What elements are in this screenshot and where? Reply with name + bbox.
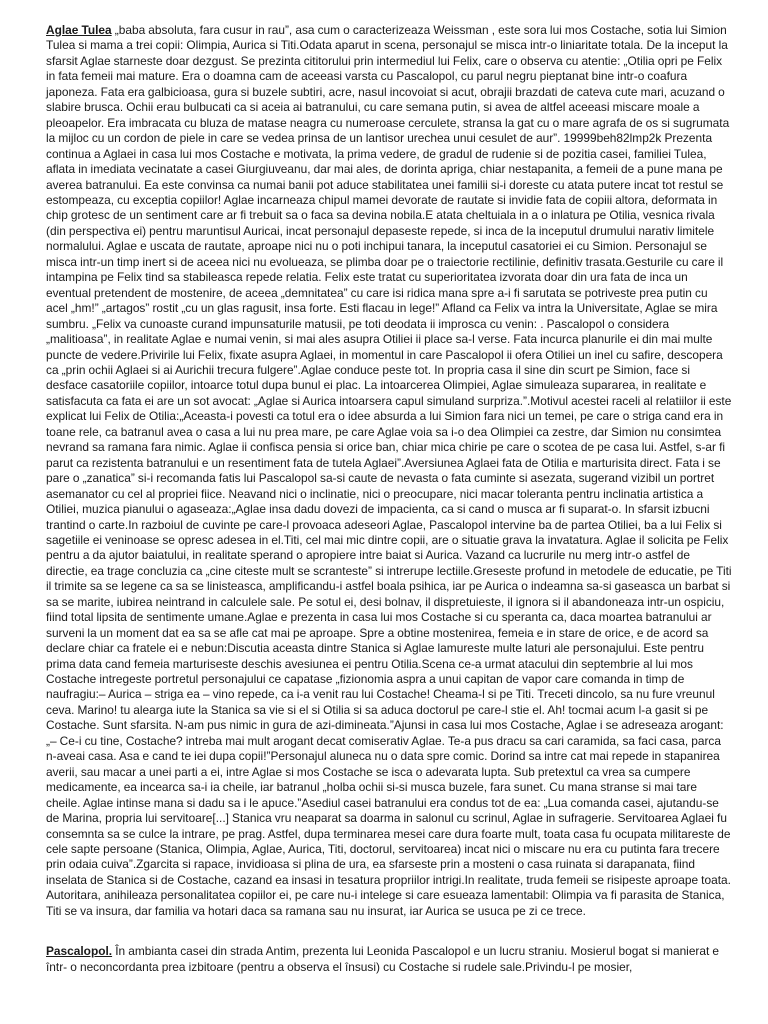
section-body-aglae-tulea: „baba absoluta, fara cusur in rau”, asa cum o caracterizeaza Weissman , este sora lui mos Costache, sotia lui Simion Tulea si mama a trei copii: Olimpia, Aurica si Titi.Odata aparut in scena, personajul se misca intr-o liniaritate totala. De la inceput la sfarsit Aglae starneste doar dezgust. Se prezinta cititorului prin intermediul lui Felix, care o observa cu atentie: „Otilia opri pe Felix in fata femeii mai mature. Era o doamna cam de aceeasi varsta cu Pascalopol, cu parul negru pieptanat bine intr-o coafura japoneza. Fata era galbicioasa, gura si buzele subtiri, acre, nasul incovoiat si acut, obrajii brazdati de cateva cute mari, acuzand o slabire brusca. Ochii erau bulbucati ca si aceia ai batranului, cu care semana putin, si avea de altfel aceeasi miscare moale a pleoapelor. Era imbracata cu bluza de matase neagra cu numeroase cerculete, stransa la gat cu o mare agrafa de os si sugrumata la mijloc cu un cordon de piele in care se vedea prinsa de un lantisor urechea unui cesulet de aur”. 19999beh82lmp2k Prezenta continua a Aglaei in casa lui mos Costache e motivata, la prima vedere, de gradul de rudenie si de pozitia casei, familiei Tulea, aflata in imediata vecinatate a casei Giurgiuveanu, dar mai ales, de dorinta apriga, chiar nestapanita, a femeii de a pune mana pe averea batranului. Ea este convinsa ca numai banii pot aduce stabilitatea unei familii si-i doreste cu atata putere incat tot restul se estompeaza, cu exceptia copiilor! Aglae incarneaza chipul mamei devorate de rautate si invidie fata de copiii altora, deformata in chip grotesc de un sentiment care ar fi trebuit sa o faca sa devina nobila.E atata cheltuiala in a o inlatura pe Otilia, vesnica rivala (din perspectiva ei) pentru maruntisul Auricai, incat personajul depaseste repede, si inca de la inceputul drumului narativ limitele normalului. Aglae e uscata de rautate, aproape nici nu o poti inchipui tanara, la inceputul casatoriei ei cu Simion. Personajul se misca intr-un timp inert si de aceea nici nu evolueaza, se plimba doar pe o traiectorie rectilinie, definitiv trasata.Gesturile cu care il intampina pe Felix tind sa stabileasca repede relatia. Felix este tratat cu superioritatea izvorata doar din ura fata de inca un eventual pretendent de mostenire, de aceea „demnitatea” cu care isi ridica mana spre a-i fi sarutata se potriveste prea putin cu acel „hm!” „artagos” rostit „cu un glas ragusit, insa forte. Esti flacau in lege!” Afland ca Felix va intra la Universitate, Aglae se mira sumbru. „Felix va cunoaste curand impunsaturile matusii, pe toti deodata ii improsca cu venin: . Pascalopol o considera „malitioasa”, in realitate Aglae e numai venin, si mai ales asupra Otiliei ii place sa-l verse. Fata incurca planurile ei din mai multe puncte de vedere.Privirile lui Felix, fixate asupra Aglaei, in momentul in care Pascalopol ii ofera Otiliei un inel cu safire, descopera ca „prin ochii Aglaei si ai Aurichii trecura fulgere”.Aglae conduce peste tot. In propria casa il sine din scurt pe Simion, face si desface casatoriile copiilor, intoarce totul dupa bunul ei plac. La intoarcerea Olimpiei, Aglae simuleaza supararea, in realitate e satisfacuta ca fata ei are un sot avocat: „Aglae si Aurica intoarsera capul simuland surpriza.”.Motivul acestei raceli al relatiilor ii este explicat lui Felix de Otilia:„Aceasta-i povesti ca totul era o idee absurda a lui Simion fara nici un temei, pe care o striga cand era in toane rele, ca batranul avea o casa a lui nu prea mare, pe care Aglae voia sa i-o dea Olimpiei ca zestre, dar Simion nu consimtea nevrand sa ramana fara nimic. Aglae ii confisca pensia si orice ban, chiar mica chirie pe care o scotea de pe casa lui. Astfel, s-ar fi parut ca rezistenta batranului e un resentiment fata de tutela Aglaei”.Aversiunea Aglaei fata de Otilia e marturisita direct. Fata i se pare o „zanatica” si-i recomanda fatis lui Pascalopol sa-si caute de nevasta o fata cuminte si asezata, sugerand vizibil un portret asemanator cu cel al propriei fiice. Neavand nici o inclinatie, nici o preocupare, nici macar toleranta pentru inclinatia artistica a Otiliei, muzica pianului o agaseaza:„Aglae insa dadu dovezi de impacienta, ca si cand o musca ar fi suparat-o. In sfarsit izbucni trantind o carte.In razboiul de cuvinte pe care-l provoaca adeseori Aglae, Pascalopol intervine ba de partea Otiliei, ba a lui Felix si sagetiile ei veninoase se opresc adesea in el.Titi, cel mai mic dintre copii, are o situatie grava la invatatura. Aglae il solicita pe Felix pentru a da ajutor baiatului, in realitate sperand o apropiere intre baiat si Aurica. Vazand ca lucrurile nu merg intr-o astfel de directie, ea trage concluzia ca „cine citeste mult se scranteste” si intrerupe lectiile.Greseste profund in metodele de educatie, pe Titi il trimite sa se legene ca sa se linisteasca, amplificandu-i astfel boala psihica, iar pe Aurica o indeamna sa-si gaseasca un barbat si sa se marite, iubirea neintrand in calculele sale. Pe sotul ei, desi bolnav, il dispretuieste, il ignora si il abandoneaza intr-un ospiciu, fiind total lipsita de sentimente umane.Aglae e prezenta in casa lui mos Costache si cu speranta ca, daca moartea batranului ar surveni la un moment dat ea sa se afle cat mai pe aproape. Spre a obtine mostenirea, femeia e in stare de orice, e de acord sa declare chiar ca fratele ei e nebun:Discutia aceasta dintre Stanica si Aglae lamureste multe laturi ale personajului. Este pentru prima data cand femeia marturiseste deschis avesiunea ei pentru Otilia.Scena ce-a urmat atacului din septembrie al lui mos Costache intregeste portretul personajului ce capatase „fizionomia aspra a unui capitan de vapor care comanda in timp de naufragiu:– Aurica – striga ea – vino repede, ca i-a venit rau lui Costache! Cheama-l si pe Titi. Treceti dincolo, sa nu fure vreunul ceva. Marino! tu alearga iute la Stanica sa vie si el si Otilia si sa aduca doctorul pe care-l stie el. Ah! tocmai acum l-a gasit si pe Costache. Sunt sfarsita. N-am pus nimic in gura de azi-dimineata.”Ajunsi in casa lui mos Costache, Aglae i se adreseaza arogant:„– Ce-i cu tine, Costache? intreba mai mult arogant decat comiserativ Aglae. Te-a pus dracu sa cari caramida, sa faci casa, parca n-aveai casa. Asa e cand te iei dupa copii!”Personajul aluneca nu o data spre comic. Dorind sa intre cat mai repede in stapanirea averii, sau macar a unei parti a ei, intre Aglae si mos Costache se isca o adevarata lupta. Sub pretextul ca vrea sa cumpere medicamente, ea incearca sa-i ia cheile, iar batranul „holba ochii si-si musca buzele, fara sunet. Cu mana stranse si mai tare cheile. Aglae intinse mana si dadu sa i le apuce.”Asediul casei batranului era condus tot de ea: „Lua comanda casei, ajutandu-se de Marina, propria lui servitoare[...] Stanica vru neaparat sa doarma in salonul cu scrinul, Aglae in sufragerie. Servitoarea Aglaei fu consemnta sa se culce la intrare, pe prag. Astfel, dupa terminarea mesei care dura foarte mult, toata casa fu ocupata militareste de cele sapte persoane (Stanica, Olimpia, Aglae, Aurica, Titi, doctorul, servitoarea) incat nici o miscare nu era cu putinta fara trecere prin odaia cuiva”.Zgarcita si rapace, invidioasa si plina de ura, ea sfarseste prin a mosteni o casa ruinata si darapanata, fiind inselata de Stanica si de Costache, cazand ea insasi in tesatura propriilor intrigi.In realitate, truda femeii se risipeste aproape toata. Autoritara, anihileaza personalitatea copiilor ei, pe care nu-i intelege si care esueaza lamentabil: Olimpia va fi parasita de Stanica, Titi se va insura, dar familia va hotari daca sa ramana sau nu insurat, iar Aurica se usuca pe zi ce trece. bbox=[46, 23, 732, 918]
section-heading-aglae-tulea: Aglae Tulea bbox=[46, 23, 112, 37]
section-aglae-tulea bbox=[46, 23, 732, 919]
document-page bbox=[46, 23, 732, 975]
section-body-pascalopol: În ambianta casei din strada Antim, prezenta lui Leonida Pascalopol e un lucru straniu. Mosierul bogat si manierat e într- o neconcordanta prea izbitoare (pentru a observa el însusi) cu Costache si rudele sale.Privindu-l pe mosier, bbox=[46, 944, 720, 974]
section-heading-pascalopol: Pascalopol. bbox=[46, 944, 113, 959]
section-pascalopol bbox=[46, 944, 732, 975]
